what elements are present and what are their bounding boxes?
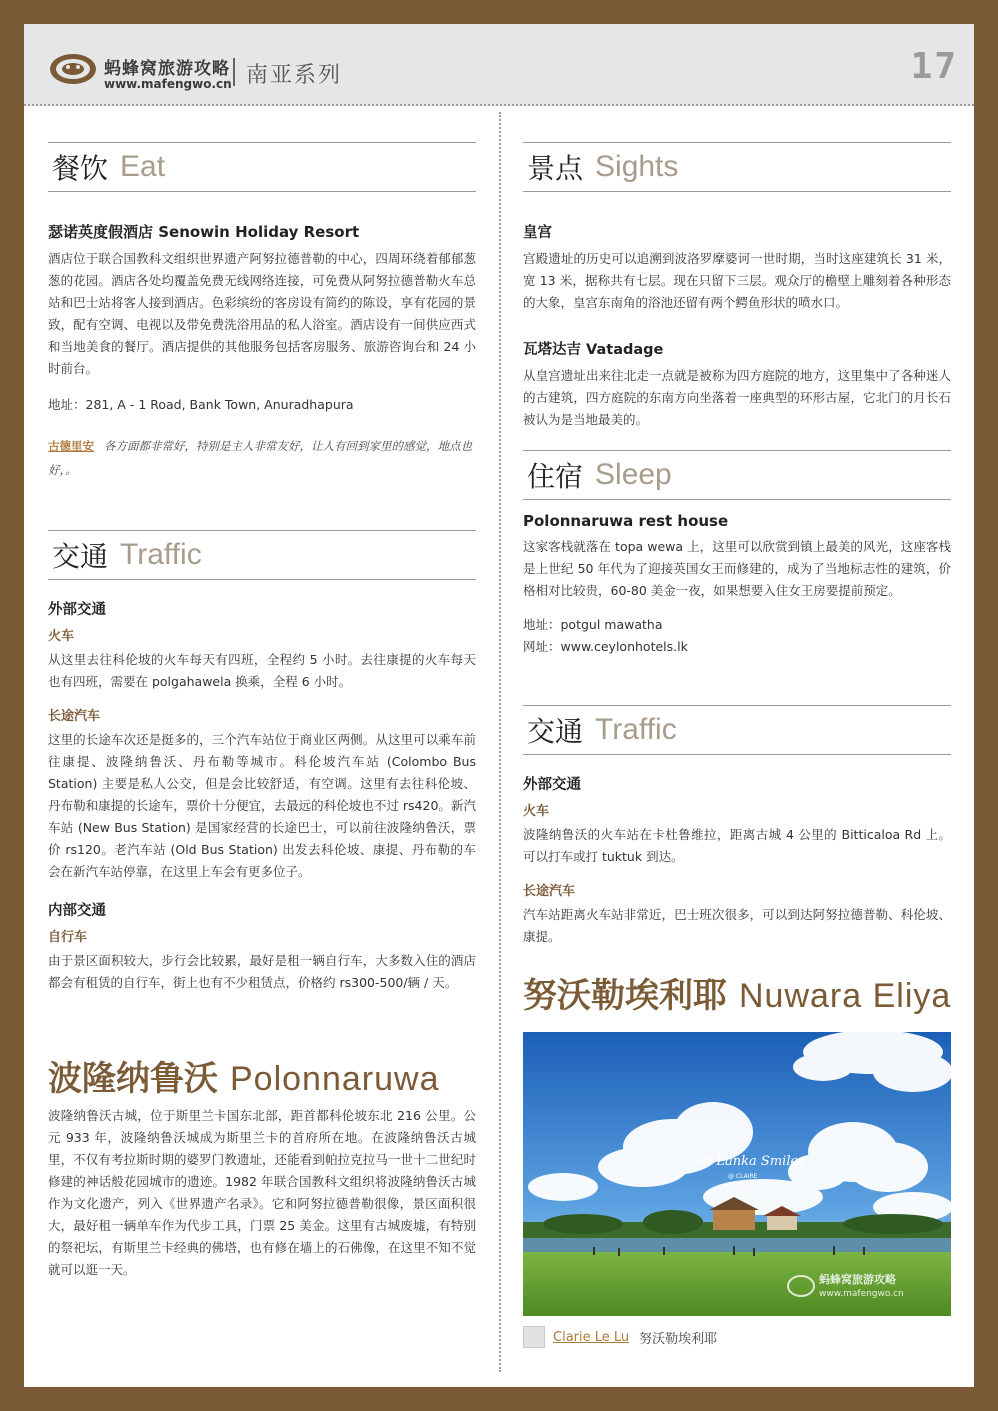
page <box>24 24 974 1387</box>
eat-hotel-block <box>48 221 476 482</box>
brand-name: 蚂蜂窝旅游攻略 <box>104 59 230 79</box>
traffic-title-cn: 交通 <box>52 540 109 573</box>
sights-title-cn: 景点 <box>527 152 584 185</box>
rest-house-text: 这家客栈就落在 topa wewa 上，这里可以欣赏到镇上最美的风光，这座客栈是上世纪 50 年代为了迎接英国女王而修建的，成为了当地标志性的建筑，价格相对比较贵，60-80 美金一夜，如果想要入住女王房要提前预定。 <box>523 539 951 598</box>
eat-title-cn: 餐饮 <box>52 152 109 185</box>
nuwara-title-en: Nuwara Eliya <box>739 977 952 1015</box>
external-traffic-heading-right: 外部交通 <box>523 777 581 793</box>
bike-label: 自行车 <box>48 930 88 945</box>
palace-name: 皇宫 <box>523 225 552 241</box>
polonnaruwa-block <box>48 1105 476 1281</box>
page-header <box>24 24 974 106</box>
bus-label: 长途汽车 <box>48 709 101 724</box>
train-text-right: 波隆纳鲁沃的火车站在卡杜鲁维拉，距离古城 4 公里的 Bitticaloa Rd 上。可以打车或打 tuktuk 到达。 <box>523 827 951 864</box>
sleep-block <box>523 512 951 658</box>
internal-traffic-heading: 内部交通 <box>48 903 106 919</box>
page-number: 17 <box>910 46 958 87</box>
bike-text: 由于景区面积较大，步行会比较累，最好是租一辆自行车，大多数入住的酒店都会有租赁的自行车，街上也有不少租赁点，价格约 rs300-500/辆 / 天。 <box>48 953 476 990</box>
train-text: 从这里去往科伦坡的火车每天有四班，全程约 5 小时。去往康提的火车每天也有四班，需要在 polgahawela 换乘，全程 6 小时。 <box>48 652 476 689</box>
polonnaruwa-text: 波隆纳鲁沃古城，位于斯里兰卡国东北部，距首都科伦坡东北 216 公里。公元 933 年，波隆纳鲁沃城成为斯里兰卡的首府所在地。在波隆纳鲁沃古城里，不仅有考拉斯时期的婆罗门教遗址，还能看到帕拉克拉马一世十二世纪时修建的神话般花园城市的遗迹。1982 年联合国教科文组织将波隆纳鲁沃古城作为文化遗产，列入《世界遗产名录》。它和阿努拉德普勒很像，景区面积很大，最好租一辆单车作为代步工具，门票 25 美金。这里有古城废墟，有特别的祭祀坛，有斯里兰卡经典的佛塔，也有修在墙上的石佛像，在这里不知不觉就可以逛一天。 <box>48 1108 476 1277</box>
sights-block <box>523 221 951 431</box>
rest-house-address: 地址：potgul mawatha <box>523 617 663 632</box>
traffic-title-en-right: Traffic <box>595 713 677 746</box>
photo-author-link[interactable]: Clarie Le Lu <box>553 1329 630 1345</box>
series-title: 南亚系列 <box>246 63 343 88</box>
traffic-section-header-right <box>523 705 951 755</box>
eat-title-en: Eat <box>120 150 166 183</box>
photo-overlay-title: Sri Lanka Smiles <box>693 1154 805 1169</box>
vatadage-name: 瓦塔达吉 Vatadage <box>523 342 664 358</box>
nuwara-eliya-title <box>523 968 951 1017</box>
sights-section-header <box>523 142 951 192</box>
eat-section-header <box>48 142 476 192</box>
rest-house-website[interactable]: 网址：www.ceylonhotels.lk <box>523 639 688 654</box>
mafengwo-logo-icon <box>48 52 98 86</box>
sights-title-en: Sights <box>595 150 679 183</box>
sleep-title-en: Sleep <box>595 458 672 491</box>
photo-overlay-sub: @ CLAIRE <box>728 1173 758 1180</box>
bus-text: 这里的长途车次还是挺多的，三个汽车站位于商业区两侧。从这里可以乘车前往康提、波隆纳鲁沃、丹布勒等城市。科伦坡汽车站 (Colombo Bus Station) 主要是私人公交，但是会比较舒适，有空调。这里有去往科伦坡、丹布勒和康提的长途车，票价十分便宜，去最远的科伦坡也不过 rs420。新汽车站 (New Bus Station) 是国家经营的长途巴士，可以前往波隆纳鲁沃，票价 rs120。老汽车站 (Old Bus Station) 出发去科伦坡、康提、丹布勒的车会在新汽车站停靠，在这里上车会有更多位子。 <box>48 732 476 879</box>
photo-overlay-date: APR. 2014 <box>723 1183 749 1189</box>
train-label: 火车 <box>48 629 75 644</box>
traffic-title-cn-right: 交通 <box>527 715 584 748</box>
photo-caption <box>523 1326 717 1348</box>
rest-house-name: Polonnaruwa rest house <box>523 512 729 530</box>
nuwara-title-cn: 努沃勒埃利耶 <box>523 976 727 1016</box>
brand-url: www.mafengwo.cn <box>104 77 232 91</box>
header-separator <box>233 58 235 86</box>
palace-text: 宫殿遗址的历史可以追溯到波洛罗摩婆诃一世时期，当时这座建筑长 31 米，宽 13 米，据称共有七层。现在只留下三层。观众厅的檐壁上雕刻着各种形态的大象，皇宫东南角的浴池还留有两个鳄鱼形状的喷水口。 <box>523 251 951 310</box>
polonnaruwa-title-cn: 波隆纳鲁沃 <box>48 1059 218 1099</box>
hotel-description: 酒店位于联合国教科文组织世界遗产阿努拉德普勒的中心，四周环绕着郁郁葱葱的花园。酒店各处均覆盖免费无线网络连接，可免费从阿努拉德普勒火车总站和巴士站将客人接到酒店。色彩缤纷的客房设有简约的陈设，享有花园的景致，配有空调、电视以及带免费洗浴用品的私人浴室。酒店设有一间供应西式和当地美食的餐厅。酒店提供的其他服务包括客房服务、旅游咨询台和 24 小时前台。 <box>48 251 476 376</box>
polonnaruwa-title <box>48 1051 439 1100</box>
review-username-link[interactable]: 古德里安 <box>48 439 94 453</box>
photo-watermark-cn: 蚂蜂窝旅游攻略 <box>819 1273 896 1286</box>
traffic-right-block <box>523 773 951 948</box>
nuwara-eliya-photo <box>523 1032 951 1316</box>
review-text: 各方面都非常好，特别是主人非常友好，让人有回到家里的感觉，地点也好，。 <box>48 439 472 477</box>
author-avatar[interactable] <box>523 1326 545 1348</box>
traffic-section-header-left <box>48 530 476 580</box>
hotel-name: 瑟诺英度假酒店 Senowin Holiday Resort <box>48 223 360 241</box>
vatadage-text: 从皇宫遗址出来往北走一点就是被称为四方庭院的地方，这里集中了各种迷人的古建筑，四方庭院的东南方向坐落着一座典型的环形古屋，它北门的月长石被认为是当地最美的。 <box>523 368 951 427</box>
traffic-left-block <box>48 598 476 994</box>
landscape-illustration <box>523 1032 951 1316</box>
hotel-address: 地址：281, A - 1 Road, Bank Town, Anuradhapura <box>48 397 354 412</box>
bus-text-right: 汽车站距离火车站非常近，巴士班次很多，可以到达阿努拉德普勒、科伦坡、康提。 <box>523 907 951 944</box>
photo-place: 努沃勒埃利耶 <box>639 1331 718 1347</box>
external-traffic-heading: 外部交通 <box>48 602 106 618</box>
sleep-title-cn: 住宿 <box>527 460 584 493</box>
train-label-right: 火车 <box>523 804 550 819</box>
column-divider <box>499 112 501 1372</box>
sleep-section-header <box>523 450 951 500</box>
bus-label-right: 长途汽车 <box>523 884 576 899</box>
hotel-review <box>48 434 476 482</box>
traffic-title-en: Traffic <box>120 538 202 571</box>
polonnaruwa-title-en: Polonnaruwa <box>230 1060 440 1098</box>
photo-watermark-url: www.mafengwo.cn <box>819 1289 904 1299</box>
